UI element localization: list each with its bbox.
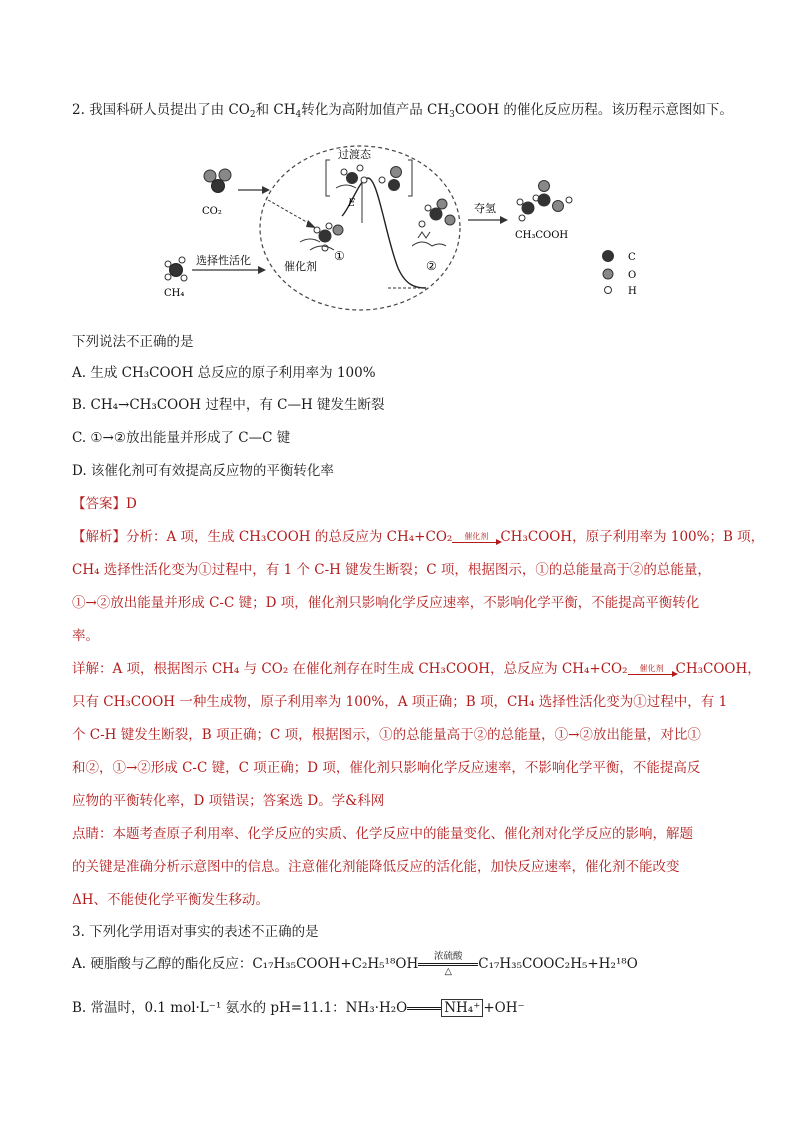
equilibrium-arrow — [407, 1006, 441, 1011]
q2-analysis-4: 率。 — [72, 628, 99, 644]
q2-tip-1: 点睛：本题考查原子利用率、化学反应的实质、化学反应中的能量变化、催化剂对化学反应的影响，解题 — [72, 826, 693, 842]
legend-o: O — [628, 270, 637, 281]
ch3cooh-molecule — [517, 181, 572, 222]
q2-option-a: A. 生成 CH₃COOH 总反应的原子利用率为 100% — [72, 365, 376, 381]
q2-stem: 2. 我国科研人员提出了由 $CO_2$和 $CH_4$转化为高附加值产品 $CH_3COOH$ 的催化反应历程。该历程示意图如下。 — [72, 102, 733, 120]
q2-analysis-1: 【解析】分析：A 项，生成 CH₃COOH 的总反应为 CH₄+CO₂ 催化剂 CH₃COOH，原子利用率为 100%；B 项， — [72, 529, 765, 545]
q2-detail-2: 只有 CH₃COOH 一种生成物，原子利用率为 100%，A 项正确；B 项，CH₄ 选择性活化变为①过程中，有 1 — [72, 694, 728, 710]
energy-e-label: E — [348, 198, 356, 209]
ch3cooh-label: CH₃COOH — [515, 230, 569, 241]
q3-option-a: A. 硬脂酸与乙醇的酯化反应：C₁₇H₃₅COOH+C₂H₅¹⁸OH 浓硫酸 △ C₁₇H₃₅COOC₂H₅+H₂¹⁸O — [72, 951, 638, 977]
catalyst-arrow: 催化剂 — [452, 532, 500, 543]
q2-option-c: C. ①→②放出能量并形成了 C—C 键 — [72, 430, 291, 446]
catalyst-arrow-2: 催化剂 — [628, 664, 676, 675]
q2-prompt: 下列说法不正确的是 — [72, 334, 194, 350]
step-2-label: ② — [426, 259, 437, 273]
q2-analysis-2: CH₄ 选择性活化变为①过程中，有 1 个 C-H 键发生断裂；C 项，根据图示，①的总能量高于②的总能量， — [72, 562, 711, 578]
ch4-molecule — [165, 257, 187, 281]
step-1-label: ① — [334, 249, 345, 263]
q2-detail-4: 和②，①→②形成 C-C 键，C 项正确；D 项，催化剂只影响化学反应速率，不影响化学平衡，不能提高反 — [72, 760, 701, 776]
legend — [602, 250, 614, 294]
reversible-arrow: 浓硫酸 △ — [418, 952, 478, 977]
ch4-label: CH₄ — [164, 288, 185, 299]
reaction-mechanism-diagram — [150, 138, 650, 318]
legend-c: C — [628, 252, 636, 263]
q2-option-b: B. CH₄→CH₃COOH 过程中，有 C—H 键发生断裂 — [72, 397, 385, 413]
q2-answer: 【答案】D — [72, 496, 137, 512]
selective-activation-label: 选择性活化 — [196, 254, 251, 267]
dehydrogenation-label: 夺氢 — [474, 202, 496, 215]
q3-stem: 3. 下列化学用语对事实的表述不正确的是 — [72, 924, 319, 940]
energy-curve — [342, 178, 426, 288]
q2-option-d: D. 该催化剂可有效提高反应物的平衡转化率 — [72, 463, 334, 479]
q2-analysis-3: ①→②放出能量并形成 C-C 键；D 项，催化剂只影响化学反应速率，不影响化学平衡，不能提高平衡转化 — [72, 595, 700, 611]
q2-detail-5: 应物的平衡转化率，D 项错误；答案选 D。学&科网 — [72, 793, 385, 809]
q3-option-b: B. 常温时，0.1 mol·L⁻¹ 氨水的 pH=11.1：NH₃·H₂O NH₄⁺ +OH⁻ — [72, 1000, 525, 1016]
q2-tip-3: ΔH、不能使化学平衡发生移动。 — [72, 892, 270, 908]
state-2-molecule — [412, 199, 455, 246]
q2-detail-3: 个 C-H 键发生断裂，B 项正确；C 项，根据图示，①的总能量高于②的总能量，①→②放出能量，对比① — [72, 727, 701, 743]
co2-label: CO₂ — [202, 206, 222, 217]
transition-state-label: 过渡态 — [338, 148, 371, 161]
q2-tip-2: 的关键是准确分析示意图中的信息。注意催化剂能降低反应的活化能，加快反应速率，催化剂不能改变 — [72, 859, 680, 875]
q2-detail-1: 详解：A 项，根据图示 CH₄ 与 CO₂ 在催化剂存在时生成 CH₃COOH，总反应为 CH₄+CO₂ 催化剂 CH₃COOH， — [72, 661, 761, 677]
ammonium-box: NH₄⁺ — [441, 999, 483, 1017]
co2-molecule — [204, 169, 231, 193]
legend-h: H — [628, 286, 637, 297]
state-1-molecule — [300, 223, 343, 251]
catalyst-label: 催化剂 — [284, 260, 317, 273]
